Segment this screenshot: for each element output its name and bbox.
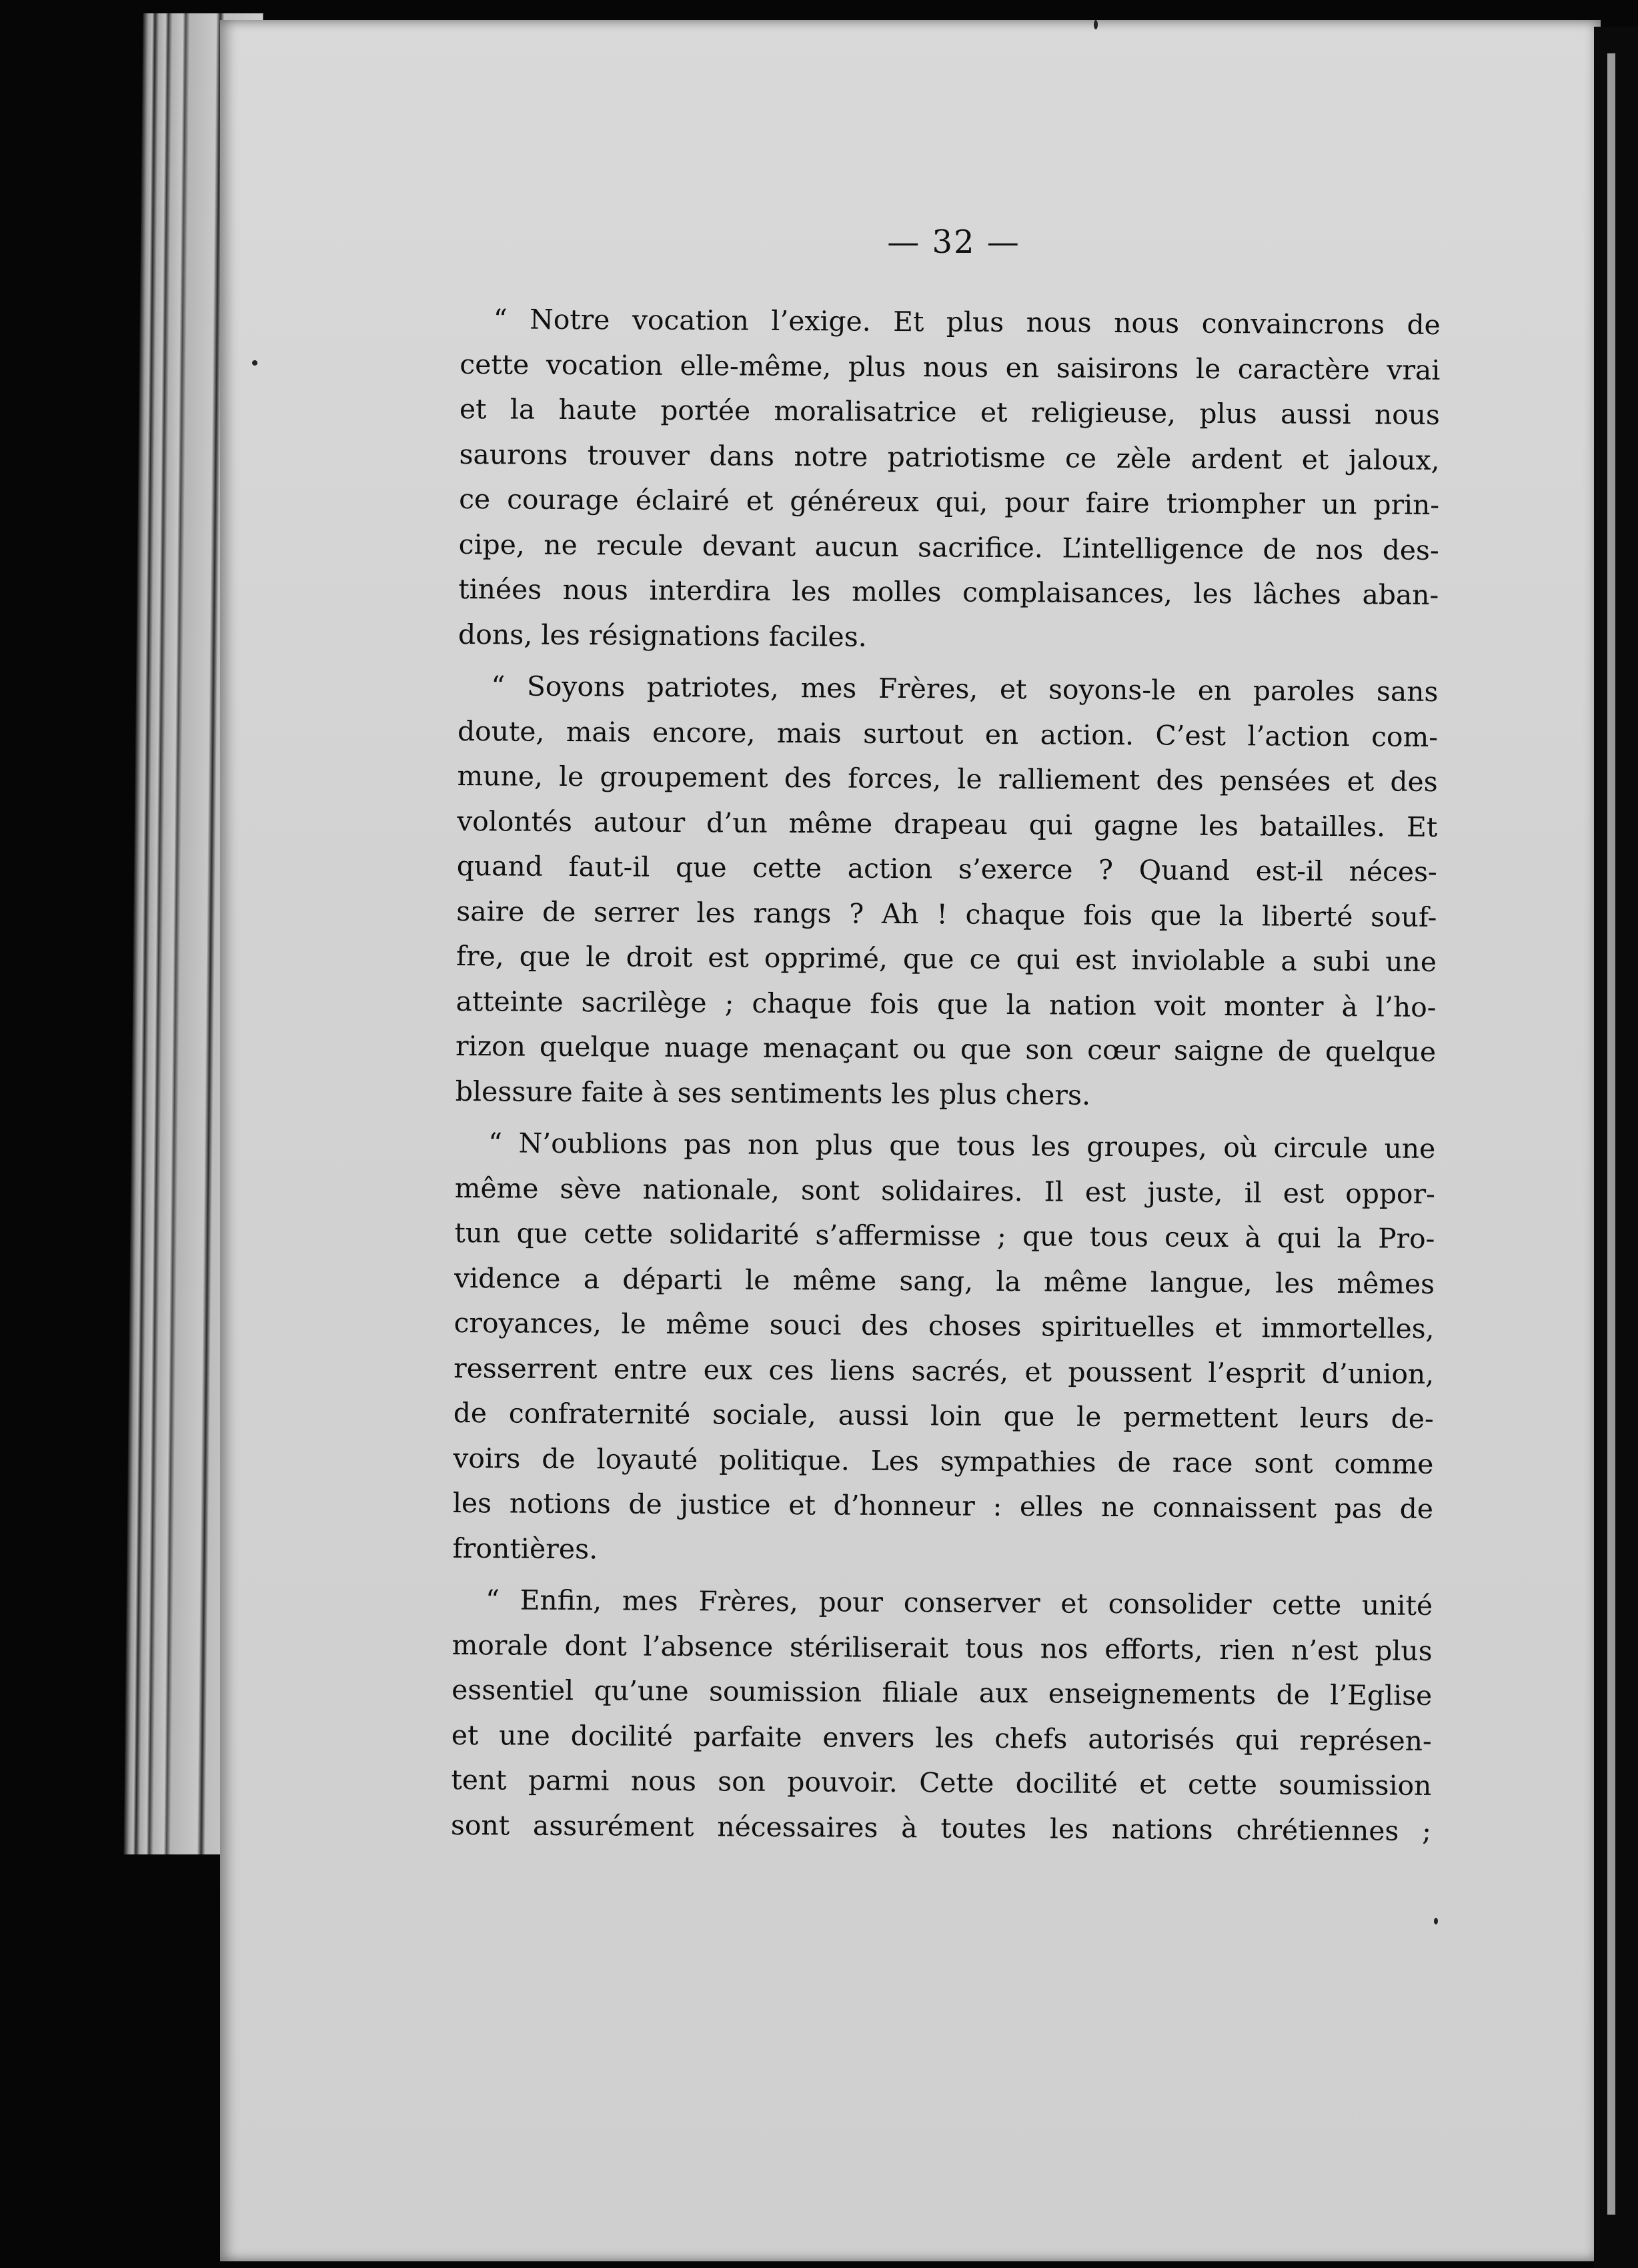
text-line: “ Enfin, mes Frères, pour conserver et consolider cette unité bbox=[485, 1584, 1433, 1622]
scan-right-border bbox=[1594, 27, 1638, 2268]
text-line: cette vocation elle-même, plus nous en saisirons le caractère vrai bbox=[460, 348, 1441, 386]
page-number: — 32 — bbox=[887, 223, 1020, 261]
text-line: croyances, le même souci des choses spirituelles et immortelles, bbox=[454, 1306, 1435, 1345]
page-edge-strip bbox=[1607, 53, 1615, 2215]
ink-speck bbox=[252, 360, 257, 366]
text-line: blessure faite à ses sentiments les plus chers. bbox=[455, 1075, 1091, 1111]
text-line: sont assurément nécessaires à toutes les nations chrétiennes ; bbox=[450, 1808, 1432, 1847]
text-line: “ N’oublions pas non plus que tous les groupes, où circule une bbox=[488, 1127, 1436, 1165]
text-line: morale dont l’absence stériliserait tous nos efforts, rien n’est plus bbox=[452, 1628, 1433, 1667]
text-line: et la haute portée moralisatrice et religieuse, plus aussi nous bbox=[459, 392, 1441, 431]
text-line: saire de serrer les rangs ? Ah ! chaque fois que la liberté souf- bbox=[456, 895, 1437, 933]
text-line: tent parmi nous son pouvoir. Cette docilité et cette soumission bbox=[451, 1763, 1432, 1802]
text-line: voirs de loyauté politique. Les sympathies de race sont comme bbox=[453, 1442, 1434, 1480]
text-line: saurons trouver dans notre patriotisme ce zèle ardent et jaloux, bbox=[459, 438, 1440, 476]
text-line: cipe, ne recule devant aucun sacrifice. L’intelligence de nos des- bbox=[458, 528, 1439, 566]
text-line: fre, que le droit est opprimé, que ce qui est inviolable a subi une bbox=[456, 939, 1437, 978]
ink-speck bbox=[1434, 1918, 1438, 1924]
text-line: atteinte sacrilège ; chaque fois que la nation voit monter à l’ho- bbox=[456, 985, 1437, 1023]
text-line: “ Soyons patriotes, mes Frères, et soyons-le en paroles sans bbox=[491, 670, 1439, 708]
body-text bbox=[451, 297, 1441, 1860]
text-line: tun que cette solidarité s’affermisse ; que tous ceux à qui la Pro- bbox=[454, 1216, 1435, 1255]
text-line: les notions de justice et d’honneur : elles ne connaissent pas de bbox=[452, 1486, 1434, 1525]
text-line: volontés autour d’un même drapeau qui gagne les batailles. Et bbox=[457, 804, 1438, 843]
text-line: dons, les résignations faciles. bbox=[458, 618, 867, 653]
text-line: et une docilité parfaite envers les chefs autorisés qui représen- bbox=[451, 1718, 1432, 1757]
paragraph-1 bbox=[458, 297, 1441, 663]
paragraph-2 bbox=[456, 664, 1439, 1120]
text-line: doute, mais encore, mais surtout en action. C’est l’action com- bbox=[457, 714, 1439, 753]
text-line: “ Notre vocation l’exige. Et plus nous nous convaincrons de bbox=[493, 303, 1441, 341]
text-line: resserrent entre eux ces liens sacrés, et poussent l’esprit d’union, bbox=[454, 1351, 1435, 1390]
text-line: tinées nous interdira les molles complaisances, les lâches aban- bbox=[458, 572, 1439, 611]
text-line: même sève nationale, sont solidaires. Il est juste, il est oppor- bbox=[454, 1171, 1435, 1210]
paragraph-4 bbox=[451, 1578, 1433, 1854]
text-line: essentiel qu’une soumission filiale aux enseignements de l’Eglise bbox=[452, 1673, 1433, 1712]
text-line: vidence a départi le même sang, la même langue, les mêmes bbox=[454, 1261, 1435, 1300]
ink-speck bbox=[1094, 20, 1098, 29]
text-line: de confraternité sociale, aussi loin que le permettent leurs de- bbox=[453, 1396, 1434, 1435]
text-line: quand faut-il que cette action s’exerce ? Quand est-il néces- bbox=[456, 849, 1437, 888]
text-line: mune, le groupement des forces, le ralliement des pensées et des bbox=[457, 759, 1438, 798]
text-line: ce courage éclairé et généreux qui, pour faire triompher un prin- bbox=[459, 482, 1440, 521]
text-line: rizon quelque nuage menaçant ou que son cœur saigne de quelque bbox=[455, 1029, 1437, 1068]
text-line: frontières. bbox=[452, 1532, 598, 1565]
paragraph-3 bbox=[452, 1121, 1435, 1577]
